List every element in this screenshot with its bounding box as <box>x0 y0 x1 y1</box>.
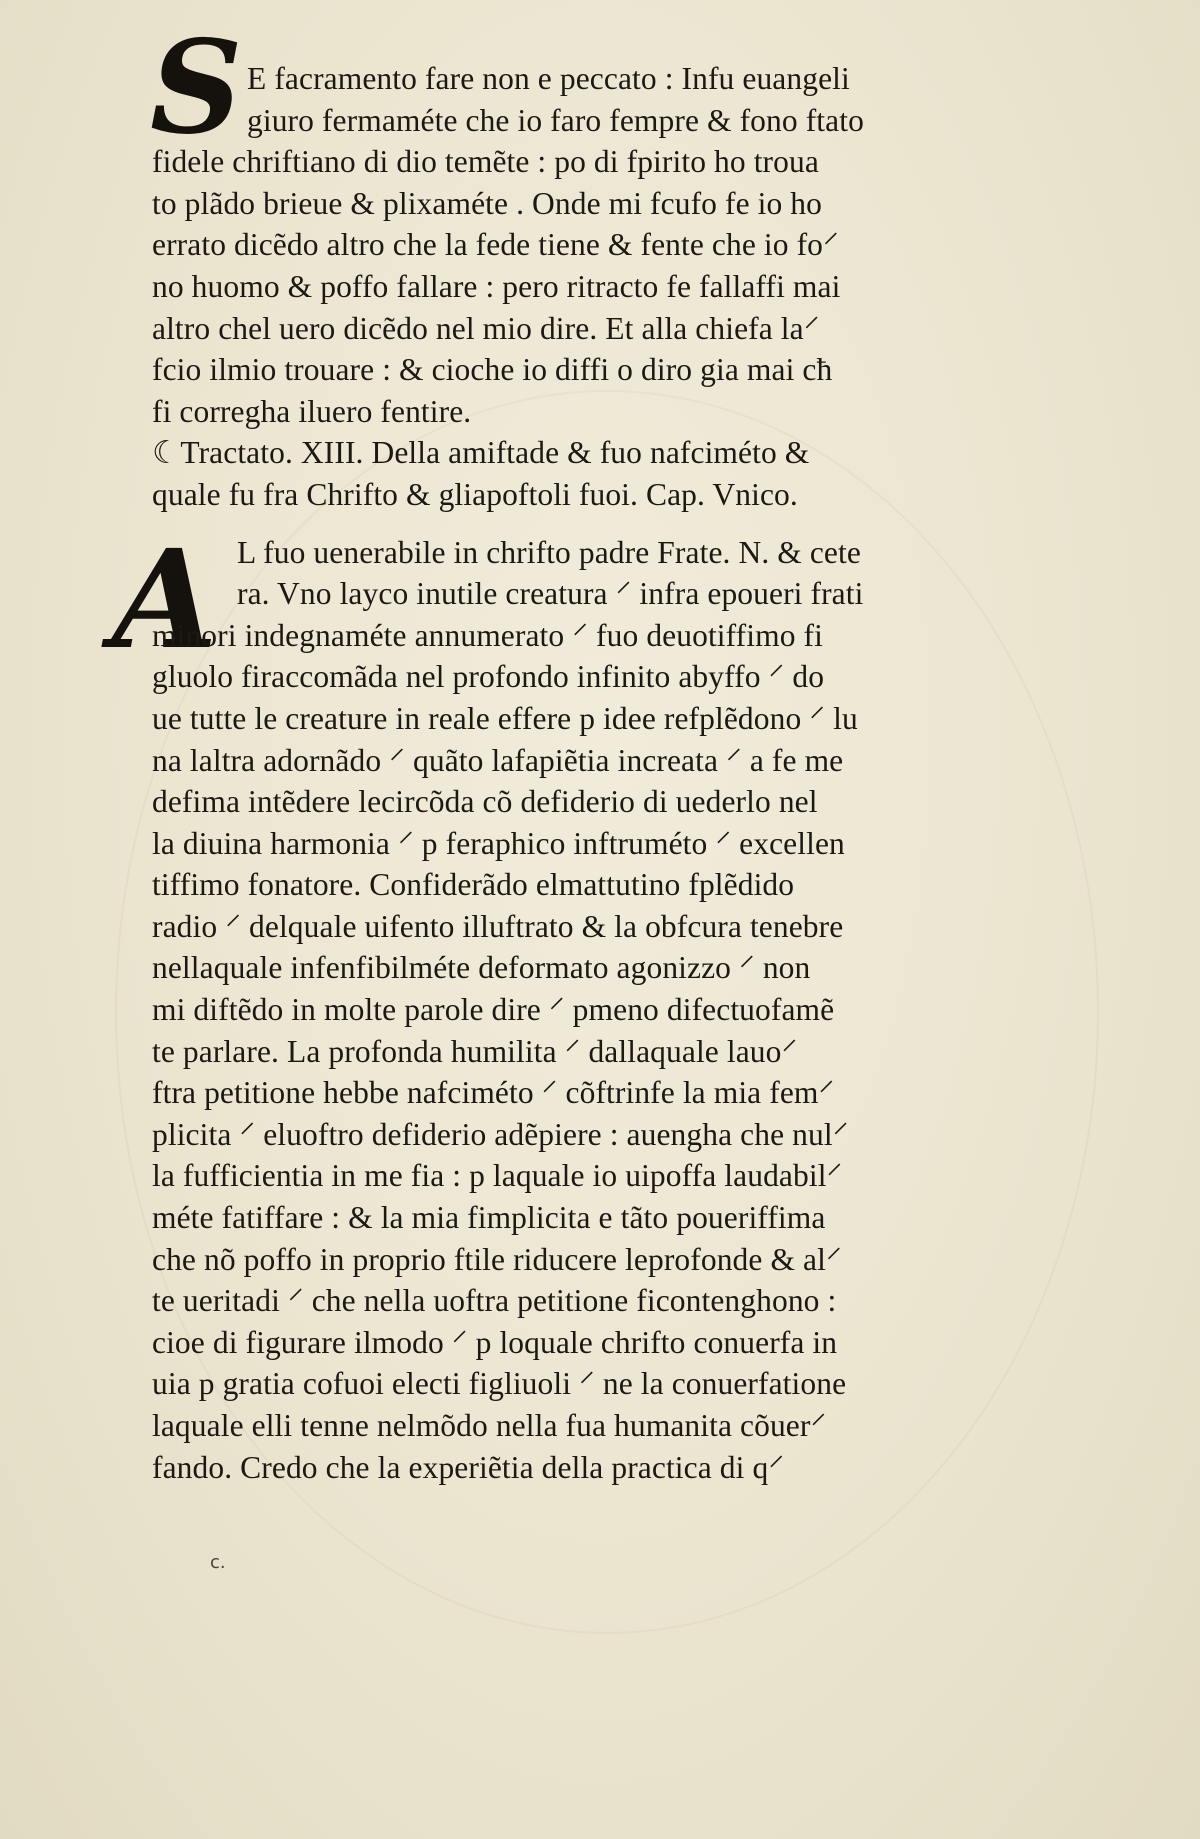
heading-line: quale fu fra Chrifto & gliapoftoli fuoi. Cap. Vnico. <box>152 476 798 512</box>
text-line: fi corregha iluero fentire. <box>152 393 472 429</box>
text-line: ftra petitione hebbe nafciméto ⸍ cõftrinfe la mia fem⸍ <box>152 1075 835 1111</box>
text-line: fidele chriftiano di dio temẽte : po di fpirito ho troua <box>152 144 819 180</box>
text-line: mi diftẽdo in molte parole dire ⸍ pmeno difectuofamẽ <box>152 992 835 1028</box>
text-line: la fufficientia in me fia : p laquale io uipoffa laudabil⸍ <box>152 1158 843 1194</box>
text-line: E facramento fare non e peccato : Infu euangeli <box>247 61 850 96</box>
text-line: na laltra adornãdo ⸍ quãto lafapiẽtia increata ⸍ a fe me <box>152 742 844 778</box>
chapter-heading <box>152 432 1064 515</box>
dropcap-s: S <box>150 13 243 163</box>
heading-text: Tractato. XIII. Della amiftade & fuo nafciméto & <box>180 435 810 471</box>
paragraph-mark: ☾ <box>152 435 181 471</box>
text-line: tiffimo fonatore. Confiderãdo elmattutino fplẽdido <box>152 867 795 903</box>
text-line: no huomo & poffo fallare : pero ritracto fe fallaffi mai <box>152 268 841 304</box>
section-2 <box>152 532 1064 1489</box>
spacer <box>152 516 1064 532</box>
text-block <box>152 58 1064 1488</box>
text-line: to plãdo brieue & plixaméte . Onde mi fcufo fe io ho <box>152 185 823 221</box>
text-line: gluolo firaccomãda nel profondo infinito abyffo ⸍ do <box>152 659 825 695</box>
text-line: laquale elli tenne nelmõdo nella fua humanita cõuer⸍ <box>152 1408 827 1443</box>
text-line: fando. Credo che la experiẽtia della practica di q⸍ <box>152 1449 785 1485</box>
text-line: giuro fermaméte che io faro fempre & fono ftato <box>247 102 864 138</box>
heading-line <box>152 432 1064 474</box>
section-1 <box>152 58 1064 432</box>
text-line: plicita ⸍ eluoftro defiderio adẽpiere : auengha che nul⸍ <box>152 1116 849 1152</box>
text-line: fcio ilmio trouare : & cioche io diffi o diro gia mai cħ <box>152 352 833 388</box>
text-line: cioe di figurare ilmodo ⸍ p loquale chrifto conuerfa in <box>152 1324 838 1360</box>
text-line: L fuo uenerabile in chrifto padre Frate. N. & cete <box>237 534 861 570</box>
text-line: minori indegnaméte annumerato ⸍ fuo deuotiffimo fi <box>152 617 823 653</box>
text-line: nellaquale infenfibilméte deformato agonizzo ⸍ non <box>152 950 811 986</box>
text-line: errato dicẽdo altro che la fede tiene & fente che io fo⸍ <box>152 227 839 263</box>
text-line: altro chel uero dicẽdo nel mio dire. Et alla chiefa la⸍ <box>152 310 820 346</box>
corner-mark: c. <box>210 1552 226 1573</box>
text-line: ue tutte le creature in reale effere p idee refplẽdono ⸍ lu <box>152 700 858 736</box>
text-line: radio ⸍ delquale uifento illuftrato & la obfcura tenebre <box>152 908 844 944</box>
text-line: defima intẽdere lecircõda cõ defiderio di uederlo nel <box>152 784 818 820</box>
dropcap-a: A <box>112 520 218 680</box>
text-line: che nõ poffo in proprio ftile riducere leprofonde & al⸍ <box>152 1241 842 1277</box>
text-line: uia p gratia cofuoi electi figliuoli ⸍ ne la conuerfatione <box>152 1366 847 1402</box>
text-line: te ueritadi ⸍ che nella uoftra petitione ficontenghono : <box>152 1283 837 1319</box>
text-line: méte fatiffare : & la mia fimplicita e tãto poueriffima <box>152 1200 826 1236</box>
text-line: te parlare. La profonda humilita ⸍ dallaquale lauo⸍ <box>152 1033 798 1069</box>
text-line: ra. Vno layco inutile creatura ⸍ infra epoueri frati <box>237 576 864 612</box>
text-line: la diuina harmonia ⸍ p feraphico inftruméto ⸍ excellen <box>152 825 845 861</box>
